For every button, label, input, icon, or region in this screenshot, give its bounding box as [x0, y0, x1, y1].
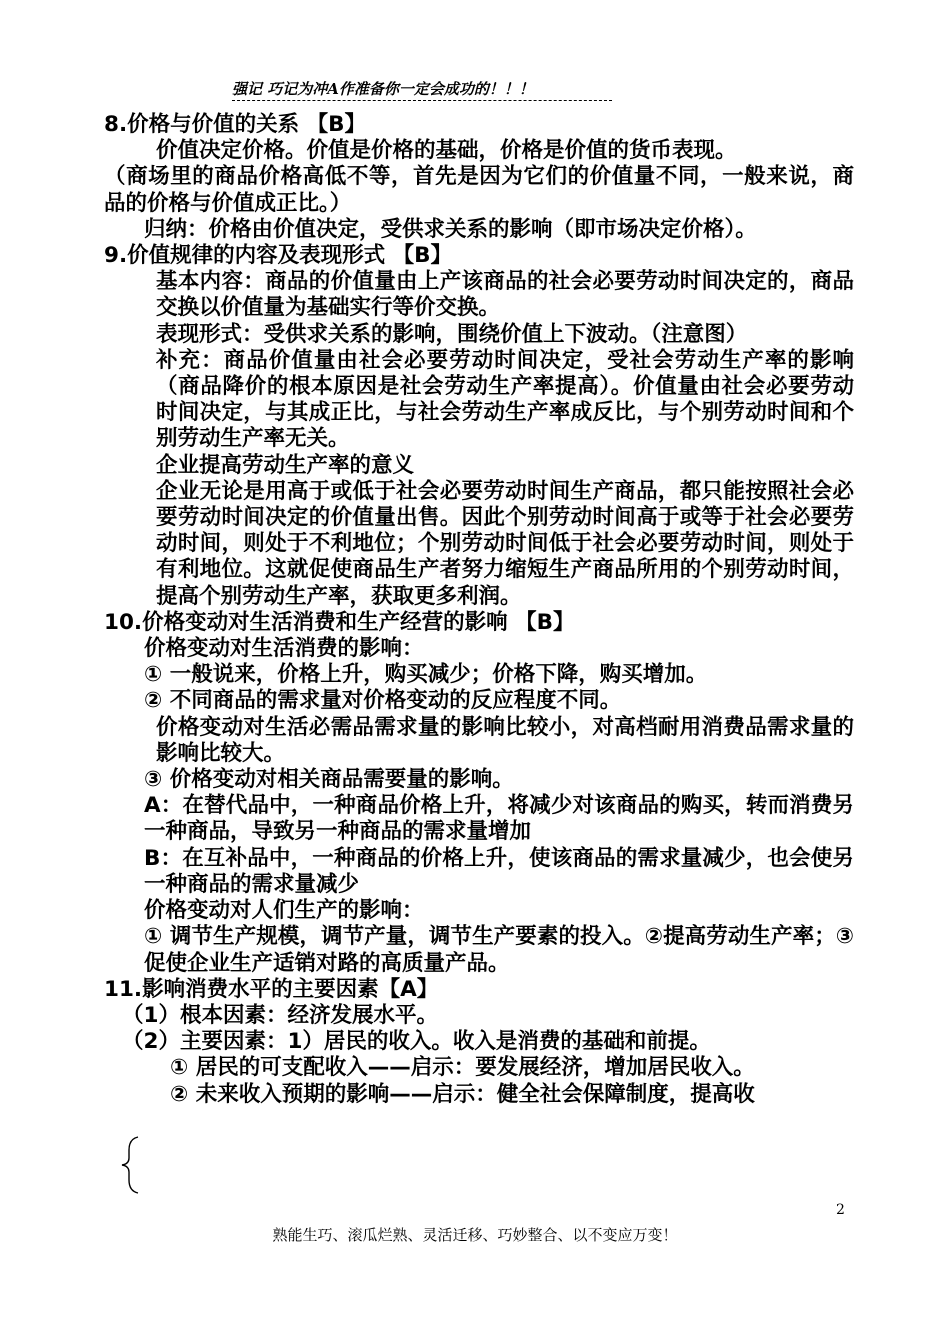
body-text: [104, 112, 854, 1108]
paragraph: B：在互补品中，一种商品的价格上升，使该商品的需求量减少，也会使另一种商品的需求量减少: [144, 845, 854, 897]
paragraph: 基本内容：商品的价值量由上产该商品的社会必要劳动时间决定的，商品交换以价值量为基础实行等价交换。: [156, 269, 854, 321]
paragraph: 表现形式：受供求关系的影响，围绕价值上下波动。（注意图）: [156, 321, 748, 347]
list-item: ① 一般说来，价格上升，购买减少；价格下降，购买增加。: [144, 662, 708, 688]
paragraph: 价格变动对生活消费的影响：: [144, 636, 424, 662]
page-header: 强记 巧记为冲A作准备你一定会成功的！！！: [232, 78, 612, 101]
paragraph: 价格变动对人们生产的影响：: [144, 898, 424, 924]
list-item: ② 不同商品的需求量对价格变动的反应程度不同。: [144, 688, 622, 714]
list-item: ② 未来收入预期的影响——启示：健全社会保障制度，提高收: [170, 1081, 755, 1107]
list-item: ① 调节生产规模，调节产量，调节生产要素的投入。②提高劳动生产率；③促使企业生产适销对路的高质量产品。: [144, 924, 854, 976]
subheading: 企业提高劳动生产率的意义: [156, 452, 415, 478]
list-item: （1）根本因素：经济发展水平。: [122, 1002, 438, 1028]
page-number: 2: [836, 1202, 845, 1218]
list-item: ③ 价格变动对相关商品需要量的影响。: [144, 767, 514, 793]
list-item: ① 居民的可支配收入——启示：要发展经济，增加居民收入。: [170, 1055, 755, 1081]
paragraph: 价值决定价格。价值是价格的基础，价格是价值的货币表现。: [156, 138, 737, 164]
paragraph: （商场里的商品价格高低不等，首先是因为它们的价值量不同，一般来说，商品的价格与价值成正比。）: [104, 164, 854, 216]
section-heading: 9.价值规律的内容及表现形式 【B】: [104, 243, 453, 269]
left-brace-icon: [120, 1136, 142, 1194]
section-heading: 11.影响消费水平的主要因素【A】: [104, 976, 439, 1002]
paragraph: 企业无论是用高于或低于社会必要劳动时间生产商品，都只能按照社会必要劳动时间决定的价值量出售。因此个别劳动时间高于或等于社会必要劳动时间，则处于不利地位；个别劳动时间低于社会必要劳动时间，则处于有利地位。这就促使商品生产者努力缩短生产商品所用的个别劳动时间，提高个别劳动生产率，获取更多利润。: [156, 478, 854, 609]
paragraph: 归纳：价格由价值决定，受供求关系的影响（即市场决定价格）。: [144, 216, 757, 242]
section-heading: 8.价格与价值的关系 【B】: [104, 112, 367, 137]
paragraph: 补充：商品价值量由社会必要劳动时间决定，受社会劳动生产率的影响（商品降价的根本原因是社会劳动生产率提高）。价值量由社会必要劳动时间决定，与其成正比，与社会劳动生产率成反比，与个别劳动时间和个别劳动生产率无关。: [156, 347, 854, 452]
page-footer: 熟能生巧、滚瓜烂熟、灵活迁移、巧妙整合、以不变应万变！: [272, 1226, 678, 1244]
section-heading: 10.价格变动对生活消费和生产经营的影响 【B】: [104, 609, 575, 635]
paragraph: A：在替代品中，一种商品价格上升，将减少对该商品的购买，转而消费另一种商品，导致另一种商品的需求量增加: [144, 793, 854, 845]
paragraph: 价格变动对生活必需品需求量的影响比较小，对高档耐用消费品需求量的影响比较大。: [156, 714, 854, 766]
list-item: （2）主要因素：1）居民的收入。收入是消费的基础和前提。: [122, 1029, 711, 1055]
